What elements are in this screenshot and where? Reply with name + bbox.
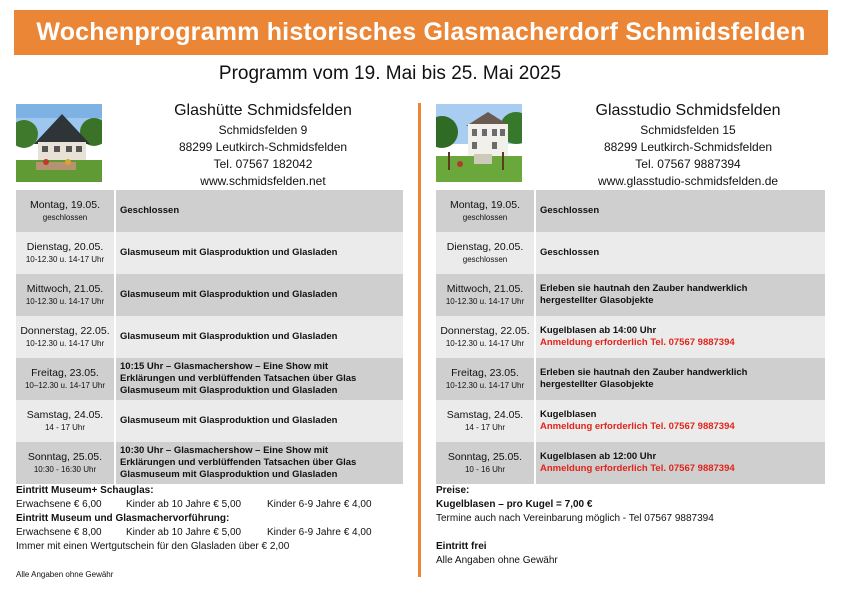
venue-city: 88299 Leutkirch-Schmidsfelden	[603, 140, 773, 154]
day-hours: 14 - 17 Uhr	[44, 423, 86, 432]
venue-glasstudio	[560, 100, 816, 190]
day-label: Mittwoch, 21.05.	[26, 283, 104, 295]
schedule-row	[16, 400, 403, 442]
registration-note: Anmeldung erforderlich Tel. 07567 9887394	[540, 463, 735, 474]
entry-free: Eintritt frei	[436, 541, 487, 552]
activity-text: Erleben sie hautnah den Zauber handwerklich	[540, 282, 748, 294]
day-hours: geschlossen	[462, 213, 508, 222]
day-hours: 10 - 16 Uhr	[464, 465, 506, 474]
activity-text: Glasmuseum mit Glasproduktion und Glasladen	[120, 288, 338, 300]
price-row	[16, 498, 406, 512]
price-child-10: Kinder ab 10 Jahre € 5,00	[126, 527, 242, 538]
day-hours: 10-12.30 u. 14-17 Uhr	[25, 339, 105, 348]
schedule-glashuette	[16, 190, 403, 484]
voucher-note: Immer mit einen Wertgutschein für den Glasladen über € 2,00	[16, 541, 290, 552]
activity-text: Erleben sie hautnah den Zauber handwerklich	[540, 366, 748, 378]
day-hours: 10–12.30 u. 14-17 Uhr	[24, 381, 106, 390]
admission-info	[16, 484, 406, 582]
schedule-row	[16, 190, 403, 232]
activity-text: Kugelblasen	[540, 408, 597, 420]
day-hours: geschlossen	[42, 213, 88, 222]
venue-street: Schmidsfelden 9	[218, 123, 308, 137]
day-hours: 10-12.30 u. 14-17 Uhr	[445, 339, 525, 348]
activity-text: 10:30 Uhr – Glasmachershow – Eine Show mit	[120, 445, 329, 456]
schedule-row	[436, 442, 825, 484]
day-label: Freitag, 23.05.	[31, 367, 99, 379]
schedule-row	[436, 358, 825, 400]
prices-heading: Preise:	[436, 485, 470, 496]
activity-text: Geschlossen	[540, 246, 600, 258]
registration-note: Anmeldung erforderlich Tel. 07567 9887394	[540, 421, 735, 432]
venue-glashuette	[130, 100, 396, 190]
activity-text: Geschlossen	[540, 204, 600, 216]
schedule-row	[436, 232, 825, 274]
venue-phone: Tel. 07567 9887394	[635, 157, 741, 171]
activity-text: hergestellter Glasobjekte	[540, 295, 654, 306]
activity-text: 10:15 Uhr – Glasmachershow – Eine Show mit	[120, 361, 329, 372]
schedule-row	[436, 190, 825, 232]
activity-text: Geschlossen	[120, 204, 180, 216]
registration-note: Anmeldung erforderlich Tel. 07567 9887394	[540, 337, 735, 348]
day-hours: 10-12.30 u. 14-17 Uhr	[445, 297, 525, 306]
admission-heading: Eintritt Museum und Glasmachervorführung:	[16, 513, 230, 524]
program-subtitle: Programm vom 19. Mai bis 25. Mai 2025	[218, 63, 562, 84]
page-title-banner: Wochenprogramm historisches Glasmacherdorf Schmidsfelden	[14, 10, 828, 55]
activity-text: Glasmuseum mit Glasproduktion und Glasladen	[120, 469, 338, 480]
schedule-row	[16, 232, 403, 274]
day-hours: 14 - 17 Uhr	[464, 423, 506, 432]
schedule-row	[16, 274, 403, 316]
day-label: Dienstag, 20.05.	[26, 241, 104, 253]
day-hours: 10-12.30 u. 14-17 Uhr	[25, 255, 105, 264]
activity-text: Glasmuseum mit Glasproduktion und Glasladen	[120, 246, 338, 258]
day-hours: 10:30 - 16:30 Uhr	[33, 465, 97, 474]
venue-website[interactable]: www.schmidsfelden.net	[200, 174, 326, 188]
activity-text: Kugelblasen ab 12:00 Uhr	[540, 450, 657, 462]
price-child-6: Kinder 6-9 Jahre € 4,00	[267, 499, 372, 510]
price-child-6: Kinder 6-9 Jahre € 4,00	[267, 527, 372, 538]
schedule-row	[436, 274, 825, 316]
admission-heading: Eintritt Museum+ Schauglas:	[16, 485, 154, 496]
activity-text: Kugelblasen ab 14:00 Uhr	[540, 324, 657, 336]
day-hours: geschlossen	[462, 255, 508, 264]
activity-text: hergestellter Glasobjekte	[540, 379, 654, 390]
appointment-note: Termine auch nach Vereinbarung möglich - Tel 07567 9887394	[436, 513, 714, 524]
schedule-glasstudio	[436, 190, 825, 484]
glass-studio-photo	[436, 104, 522, 182]
price-adult: Erwachsene € 6,00	[16, 499, 102, 510]
day-label: Montag, 19.05.	[29, 199, 101, 211]
day-label: Sonntag, 25.05.	[27, 451, 103, 463]
day-label: Samstag, 24.05.	[26, 409, 104, 421]
day-label: Montag, 19.05.	[449, 199, 521, 211]
day-hours: 10-12.30 u. 14-17 Uhr	[25, 297, 105, 306]
venue-name: Glashütte Schmidsfelden	[174, 102, 352, 119]
schedule-row	[436, 400, 825, 442]
disclaimer: Alle Angaben ohne Gewähr	[16, 570, 114, 579]
price-child-10: Kinder ab 10 Jahre € 5,00	[126, 499, 242, 510]
venue-phone: Tel. 07567 182042	[213, 157, 313, 171]
schedule-row	[436, 316, 825, 358]
price-kugel: Kugelblasen – pro Kugel = 7,00 €	[436, 499, 593, 510]
day-label: Donnerstag, 22.05.	[20, 325, 110, 337]
price-row	[16, 526, 406, 540]
day-label: Freitag, 23.05.	[451, 367, 519, 379]
venue-city: 88299 Leutkirch-Schmidsfelden	[178, 140, 348, 154]
activity-text: Glasmuseum mit Glasproduktion und Glasladen	[120, 330, 338, 342]
day-hours: 10-12.30 u. 14-17 Uhr	[445, 381, 525, 390]
schedule-row	[16, 442, 403, 484]
price-adult: Erwachsene € 8,00	[16, 527, 102, 538]
activity-text: Glasmuseum mit Glasproduktion und Glasladen	[120, 414, 338, 426]
glass-house-photo	[16, 104, 102, 182]
day-label: Dienstag, 20.05.	[446, 241, 524, 253]
column-divider	[418, 103, 421, 577]
day-label: Samstag, 24.05.	[446, 409, 524, 421]
activity-text: Erklärungen und verblüffenden Tatsachen über Glas	[120, 457, 357, 468]
disclaimer: Alle Angaben ohne Gewähr	[436, 555, 558, 566]
schedule-row	[16, 316, 403, 358]
activity-text: Erklärungen und verblüffenden Tatsachen über Glas	[120, 373, 357, 384]
prices-info	[436, 484, 826, 568]
venue-name: Glasstudio Schmidsfelden	[595, 102, 781, 119]
schedule-row	[16, 358, 403, 400]
day-label: Mittwoch, 21.05.	[446, 283, 524, 295]
venue-website[interactable]: www.glasstudio-schmidsfelden.de	[597, 174, 779, 188]
venue-street: Schmidsfelden 15	[640, 123, 736, 137]
day-label: Sonntag, 25.05.	[447, 451, 523, 463]
activity-text: Glasmuseum mit Glasproduktion und Glasladen	[120, 385, 338, 396]
day-label: Donnerstag, 22.05.	[440, 325, 530, 337]
